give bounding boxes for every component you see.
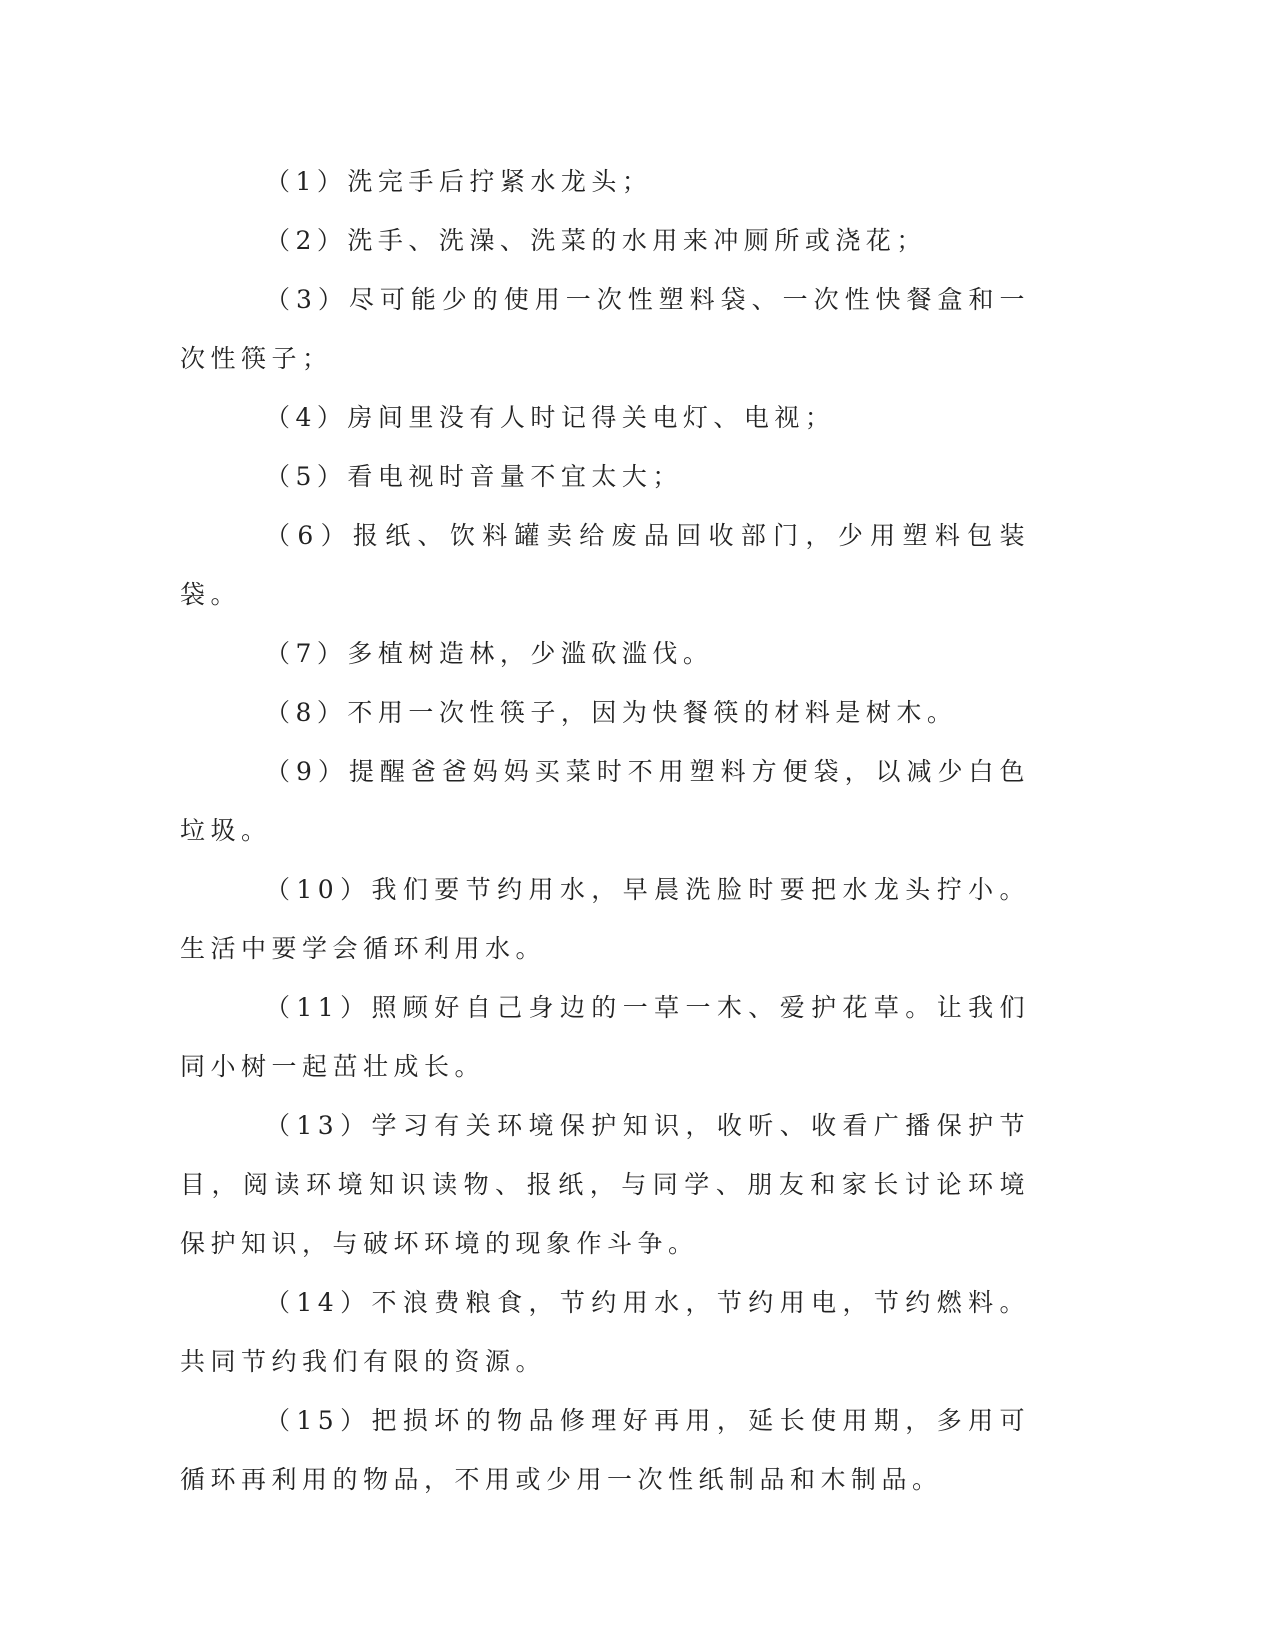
paragraph-item-10: （10）我们要节约用水，早晨洗脸时要把水龙头拧小。生活中要学会循环利用水。 <box>180 875 1030 963</box>
paragraph-item-14: （14）不浪费粮食，节约用水，节约用电，节约燃料。共同节约我们有限的资源。 <box>180 1288 1030 1376</box>
paragraph-item-15: （15）把损坏的物品修理好再用，延长使用期，多用可循环再利用的物品，不用或少用一次性纸制品和木制品。 <box>180 1406 1030 1494</box>
paragraph-item-13: （13）学习有关环境保护知识，收听、收看广播保护节目，阅读环境知识读物、报纸，与同学、朋友和家长讨论环境保护知识，与破坏环境的现象作斗争。 <box>180 1111 1030 1258</box>
paragraph-item-5: （5）看电视时音量不宜太大； <box>265 462 683 491</box>
paragraph-item-2: （2）洗手、洗澡、洗菜的水用来冲厕所或浇花； <box>265 226 927 255</box>
paragraph-item-11: （11）照顾好自己身边的一草一木、爱护花草。让我们同小树一起茁壮成长。 <box>180 993 1030 1081</box>
paragraph-item-3: （3）尽可能少的使用一次性塑料袋、一次性快餐盒和一次性筷子； <box>180 285 1030 373</box>
paragraph-item-1: （1）洗完手后拧紧水龙头； <box>265 167 653 196</box>
document-page <box>180 152 1030 1509</box>
paragraph-item-7: （7）多植树造林，少滥砍滥伐。 <box>265 639 714 668</box>
paragraph-item-8: （8）不用一次性筷子，因为快餐筷的材料是树木。 <box>265 698 958 727</box>
paragraph-item-4: （4）房间里没有人时记得关电灯、电视； <box>265 403 836 432</box>
paragraph-item-9: （9）提醒爸爸妈妈买菜时不用塑料方便袋，以减少白色垃圾。 <box>180 757 1030 845</box>
paragraph-item-6: （6）报纸、饮料罐卖给废品回收部门，少用塑料包装袋。 <box>180 521 1030 609</box>
